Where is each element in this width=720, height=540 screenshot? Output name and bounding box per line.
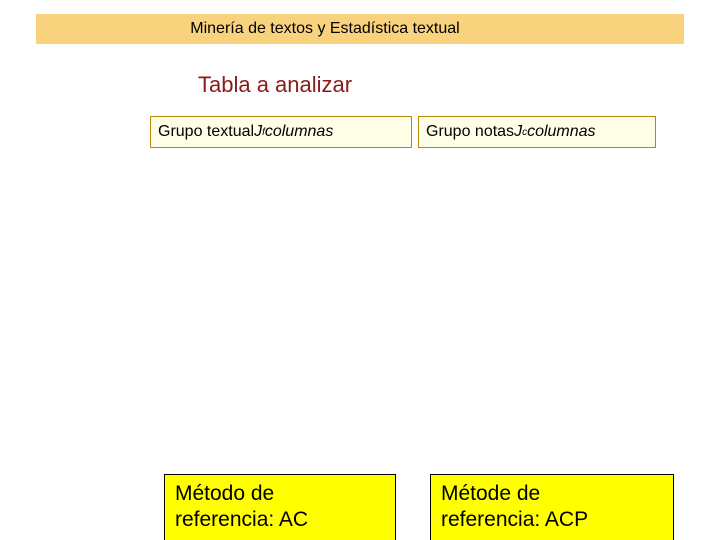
- group-textual-prefix: Grupo textual: [158, 123, 255, 140]
- section-heading: Tabla a analizar: [198, 72, 353, 97]
- group-notas-prefix: Grupo notas: [426, 123, 515, 140]
- group-notas-var: J: [514, 123, 523, 140]
- method-ac-line1: Método de: [175, 482, 275, 505]
- header-title: Minería de textos y Estadística textual: [190, 20, 460, 37]
- method-acp-line1: Métode de: [441, 482, 541, 505]
- group-notas-box: [418, 116, 656, 148]
- group-textual-sub: f: [262, 126, 265, 138]
- method-acp-box: [430, 474, 674, 540]
- group-notas-suffix: columnas: [527, 123, 596, 140]
- group-textual-box: [150, 116, 412, 148]
- group-textual-var: J: [254, 123, 263, 140]
- header-bar: [36, 14, 684, 44]
- method-ac-line2: referencia: AC: [175, 508, 309, 531]
- method-ac-box: [164, 474, 396, 540]
- group-notas-sub: c: [522, 126, 528, 138]
- method-acp-line2: referencia: ACP: [441, 508, 589, 531]
- group-textual-suffix: columnas: [264, 123, 334, 140]
